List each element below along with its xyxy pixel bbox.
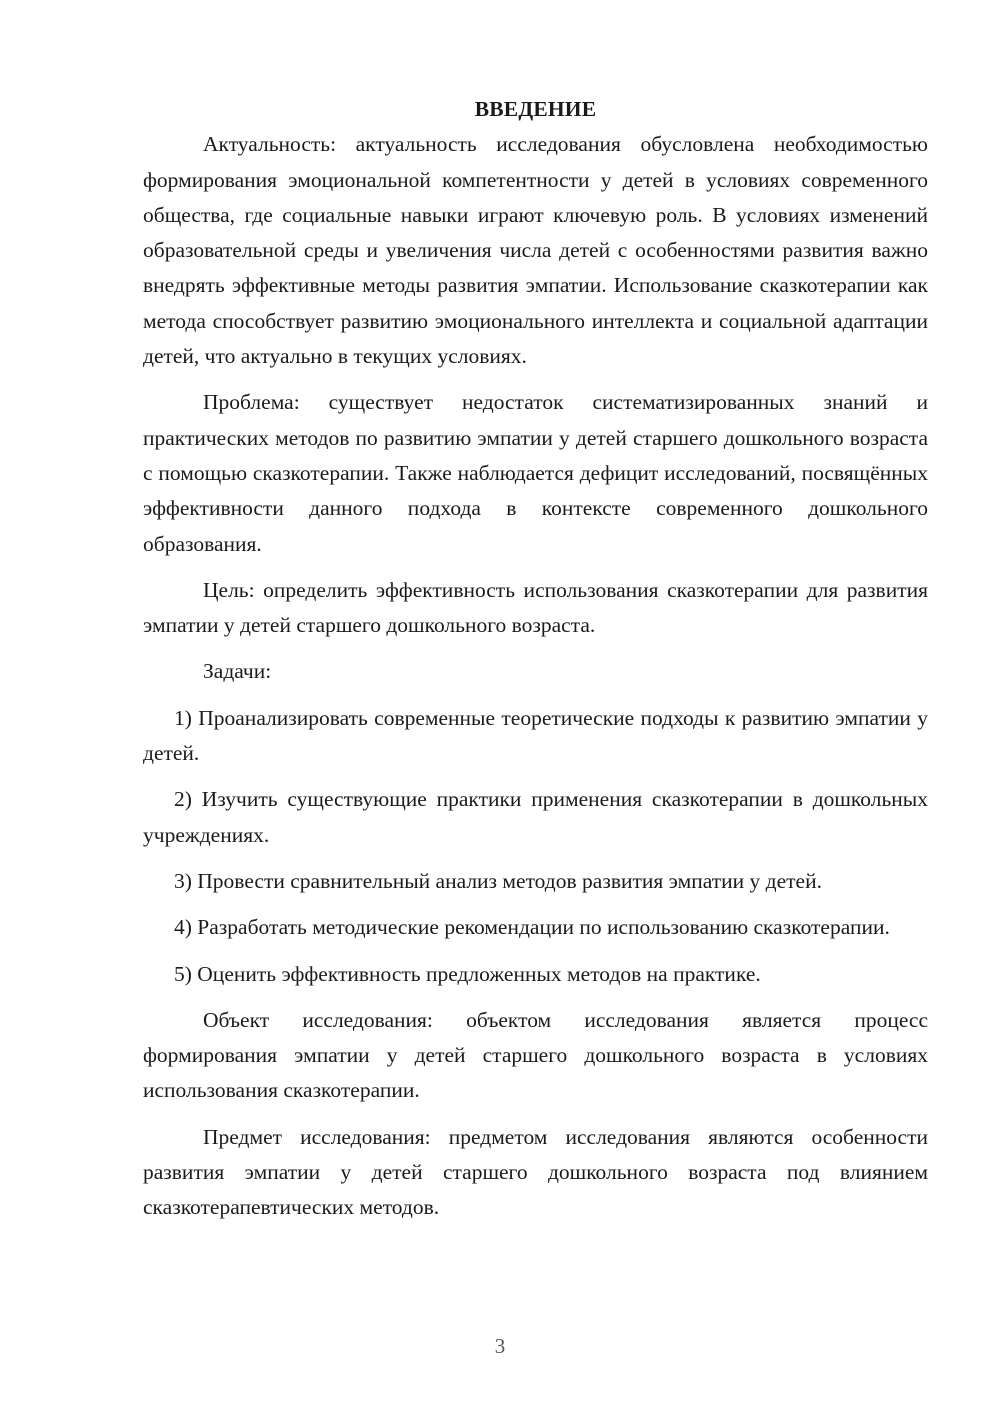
task-item-5: 5) Оценить эффективность предложенных методов на практике. bbox=[174, 961, 761, 986]
document-page bbox=[143, 92, 928, 1237]
problem-paragraph: Проблема: существует недостаток систематизированных знаний и практических методов по развитию эмпатии у детей старшего дошкольного возраста с помощью сказкотерапии. Также наблюдается дефицит исследований, посвящённых эффективности данного подхода в контексте современного дошкольного образования. bbox=[143, 390, 928, 556]
task-item-4: 4) Разработать методические рекомендации по использованию сказкотерапии. bbox=[174, 915, 890, 940]
goal-paragraph: Цель: определить эффективность использования сказкотерапии для развития эмпатии у детей старшего дошкольного возраста. bbox=[143, 577, 928, 638]
task-item-1: 1) Проанализировать современные теоретические подходы к развитию эмпатии у детей. bbox=[143, 705, 928, 766]
object-paragraph: Объект исследования: объектом исследования является процесс формирования эмпатии у детей старшего дошкольного возраста в условиях использования сказкотерапии. bbox=[143, 1007, 928, 1103]
tasks-label: Задачи: bbox=[203, 659, 272, 684]
relevance-paragraph: Актуальность: актуальность исследования обусловлена необходимостью формирования эмоциональной компетентности у детей в условиях современного общества, где социальные навыки играют ключевую роль. В условиях изменений образовательной среды и увеличения числа детей с особенностями развития важно внедрять эффективные методы развития эмпатии. Использование сказкотерапии как метода способствует развитию эмоционального интеллекта и социальной адаптации детей, что актуально в текущих условиях. bbox=[143, 132, 928, 369]
page-number: 3 bbox=[494, 1334, 506, 1358]
subject-paragraph: Предмет исследования: предметом исследования являются особенности развития эмпатии у детей старшего дошкольного возраста под влиянием сказкотерапевтических методов. bbox=[143, 1124, 928, 1220]
task-item-3: 3) Провести сравнительный анализ методов развития эмпатии у детей. bbox=[174, 868, 822, 893]
section-title: ВВЕДЕНИЕ bbox=[474, 97, 597, 121]
task-item-2: 2) Изучить существующие практики применения сказкотерапии в дошкольных учреждениях. bbox=[143, 787, 928, 847]
